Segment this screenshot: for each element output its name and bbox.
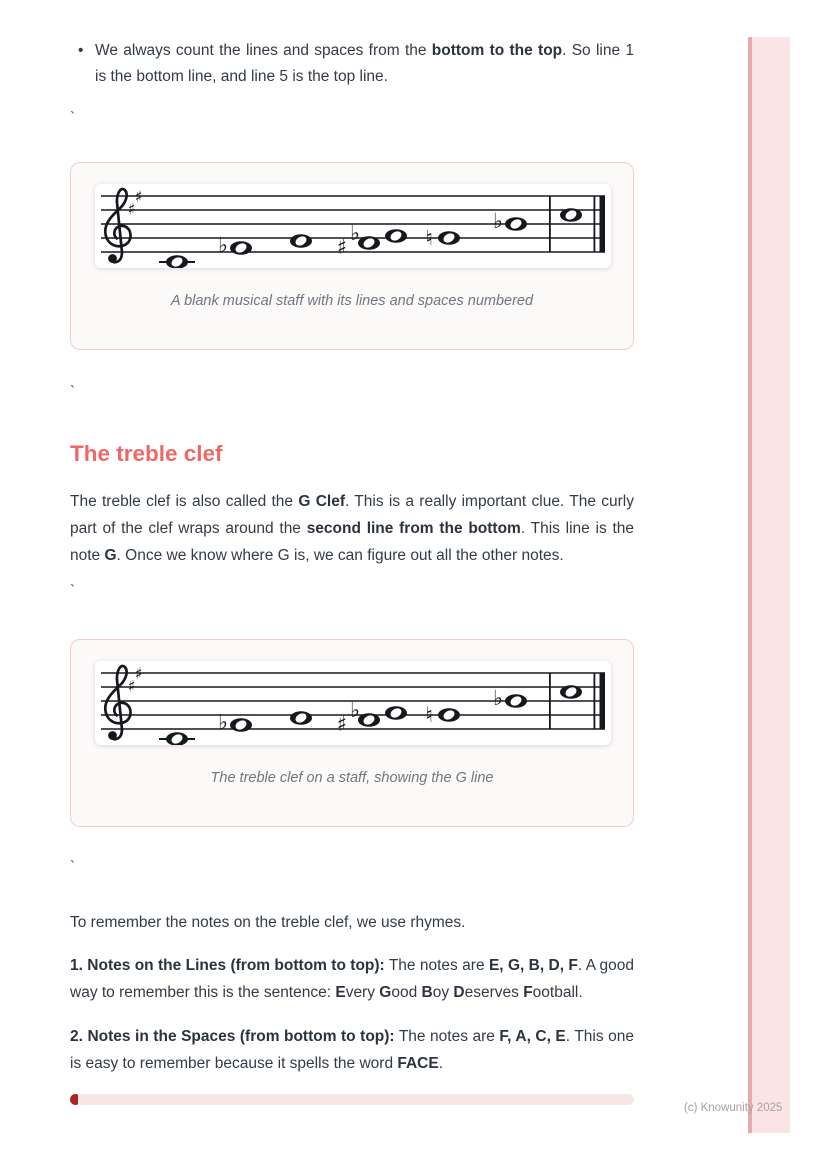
- progress-fill: [70, 1094, 78, 1105]
- figure-staff-2: [70, 639, 634, 827]
- spaces-rule-paragraph: 2. Notes in the Spaces (from bottom to top): The notes are F, A, C, E. This one is easy to remember because it spells the word FACE.: [70, 1028, 634, 1072]
- rhymes-intro-paragraph: To remember the notes on the treble clef, we use rhymes.: [70, 914, 466, 931]
- lines-rule-paragraph: 1. Notes on the Lines (from bottom to top): The notes are E, G, B, D, F. A good way to remember this is the sentence: Every Good Boy Deserves Football.: [70, 957, 635, 1001]
- stray-backtick: `: [70, 383, 75, 400]
- progress-bar: [70, 1094, 634, 1105]
- bullet-list: [70, 38, 634, 90]
- bullet-text: We always count the lines and spaces from the bottom to the top. So line 1 is the bottom line, and line 5 is the top line.: [95, 42, 634, 85]
- musical-staff-svg: [95, 184, 611, 268]
- treble-intro-paragraph: The treble clef is also called the G Clef. This is a really important clue. The curly part of the clef wraps around the second line from the bottom. This line is the note G. Once we know where G is, we can figure out all the other notes.: [70, 493, 635, 564]
- staff-image-1: [95, 184, 611, 268]
- stray-backtick: `: [70, 109, 75, 126]
- bullet-glyph: •: [78, 42, 84, 59]
- staff-image-2: [95, 661, 611, 745]
- page-content: [70, 0, 634, 1105]
- stray-backtick: `: [70, 582, 75, 599]
- stray-backtick: `: [70, 858, 75, 875]
- list-item: [70, 38, 634, 90]
- section-heading: The treble clef: [70, 441, 223, 466]
- figure-caption-1: A blank musical staff with its lines and spaces numbered: [170, 293, 534, 309]
- figure-staff-1: [70, 162, 634, 350]
- watermark: (c) Knowunity 2025: [684, 1102, 783, 1114]
- musical-staff-svg: [95, 661, 611, 745]
- side-accent-bar: [748, 37, 790, 1133]
- figure-caption-2: The treble clef on a staff, showing the G line: [210, 770, 494, 786]
